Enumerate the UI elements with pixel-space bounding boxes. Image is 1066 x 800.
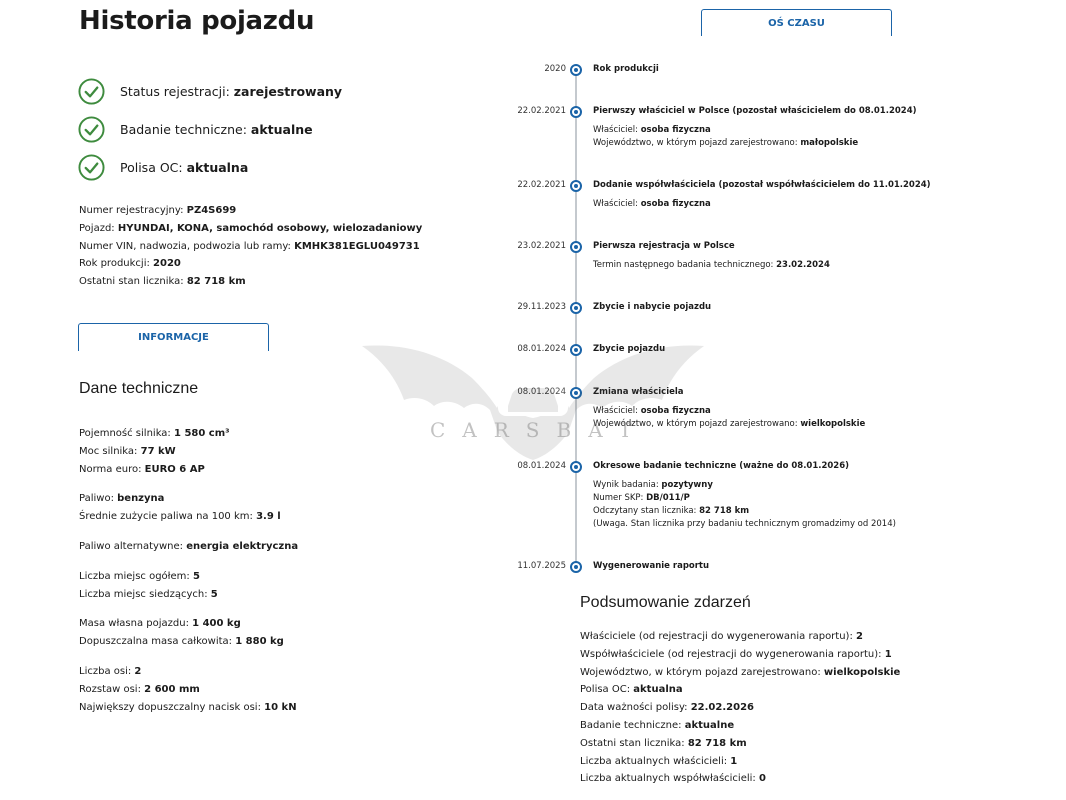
tech-value: 2 600 mm	[144, 683, 200, 695]
summary-title: Podsumowanie zdarzeń	[580, 594, 751, 611]
timeline-detail-row: Właściciel: osoba fizyczna	[593, 406, 711, 416]
check-circle-icon	[78, 154, 105, 181]
tech-value: 10 kN	[264, 701, 297, 713]
tech-label: Rozstaw osi:	[79, 683, 141, 695]
timeline-title: Zbycie pojazdu	[593, 344, 666, 354]
timeline-title: Pierwszy właściciel w Polsce (pozostał właścicielem do 08.01.2024)	[593, 106, 917, 116]
timeline-title: Pierwsza rejestracja w Polsce	[593, 241, 735, 251]
technical-title: Dane techniczne	[79, 380, 199, 397]
tech-label: Liczba osi:	[79, 665, 132, 677]
timeline-detail-row: Numer SKP: DB/011/P	[593, 493, 690, 503]
tech-group	[79, 425, 298, 478]
timeline-dot-icon	[570, 387, 582, 399]
timeline-detail-row: Właściciel: osoba fizyczna	[593, 199, 711, 209]
summary-value: 2	[856, 631, 863, 642]
summary-label: Województwo, w którym pojazd zarejestrowano:	[580, 666, 821, 678]
tech-label: Dopuszczalna masa całkowita:	[79, 636, 233, 648]
timeline-date: 11.07.2025	[517, 561, 566, 571]
summary-row	[580, 735, 900, 753]
tech-row	[79, 461, 298, 479]
status-inspection: Badanie techniczne: aktualne	[78, 110, 342, 148]
timeline-dot-icon	[570, 344, 582, 356]
timeline-dot-icon	[570, 180, 582, 192]
timeline-detail-row: Województwo, w którym pojazd zarejestrowano: małopolskie	[593, 138, 859, 148]
watermark-text: CARSBAT	[430, 418, 649, 442]
page-title: Historia pojazdu	[79, 6, 315, 36]
timeline-date: 23.02.2021	[517, 241, 566, 251]
tech-label: Średnie zużycie paliwa na 100 km:	[79, 511, 253, 523]
tech-label: Pojemność silnika:	[79, 428, 171, 439]
timeline-date: 2020	[544, 64, 566, 74]
tech-group	[79, 538, 298, 556]
summary-label: Data ważności polisy:	[580, 702, 688, 714]
summary-value: 0	[758, 773, 766, 785]
check-circle-icon	[78, 78, 105, 105]
tech-label: Liczba miejsc siedzących:	[79, 588, 208, 600]
summary-value: wielkopolskie	[823, 666, 901, 678]
summary-row	[580, 717, 900, 735]
reg-vehicle: Pojazd: HYUNDAI, KONA, samochód osobowy, wielozadaniowy	[79, 222, 423, 234]
status-label: Status rejestracji	[120, 83, 226, 99]
timeline-date: 08.01.2024	[517, 344, 566, 354]
summary-value: aktualne	[684, 719, 735, 731]
check-circle-icon	[78, 116, 105, 143]
status-label: Badanie techniczne	[120, 121, 243, 137]
tech-label: Paliwo:	[79, 493, 114, 505]
tech-group	[79, 663, 298, 716]
summary-label: Liczba aktualnych współwłaścicieli:	[580, 773, 756, 785]
reg-odometer: Ostatni stan licznika: 82 718 km	[79, 276, 246, 288]
summary-row	[580, 681, 900, 699]
summary-value: 1	[730, 755, 738, 767]
tech-row	[79, 425, 298, 443]
timeline-detail-row: Województwo, w którym pojazd zarejestrowano: wielkopolskie	[593, 419, 866, 429]
tech-row	[79, 633, 298, 651]
timeline-dot-icon	[570, 461, 582, 473]
tech-group	[79, 568, 298, 604]
tech-label: Paliwo alternatywne:	[79, 540, 183, 552]
status-insurance: Polisa OC: aktualna	[78, 148, 342, 186]
timeline-details	[593, 479, 896, 531]
tech-row	[79, 508, 298, 526]
status-value: aktualna	[186, 159, 249, 175]
summary-label: Współwłaściciele (od rejestracji do wygenerowania raportu):	[580, 648, 882, 660]
tech-group	[79, 615, 298, 651]
timeline-detail-row: Termin następnego badania technicznego: 23.02.2024	[593, 260, 830, 270]
timeline-title: Zbycie i nabycie pojazdu	[593, 302, 712, 312]
tech-row	[79, 490, 298, 508]
status-value: aktualne	[250, 121, 313, 137]
summary-label: Polisa OC:	[580, 684, 631, 696]
reg-vin: Numer VIN, nadwozia, podwozia lub ramy: KMHK381EGLU049731	[79, 240, 420, 252]
summary-row	[580, 664, 900, 682]
tech-value: 3.9 l	[256, 511, 281, 523]
timeline-dot-icon	[570, 561, 582, 573]
tech-value: 2	[134, 665, 142, 677]
timeline-date: 22.02.2021	[517, 180, 566, 190]
timeline-dot-icon	[570, 106, 582, 118]
tech-value: 1 400 kg	[192, 618, 241, 630]
timeline-details	[593, 198, 711, 211]
summary-row	[580, 753, 900, 771]
tech-label: Liczba miejsc ogółem:	[79, 570, 190, 582]
tab-informacje[interactable]: INFORMACJE	[78, 323, 269, 351]
timeline-details	[593, 405, 865, 431]
tech-row	[79, 538, 298, 556]
summary-row	[580, 770, 900, 788]
reg-year: Rok produkcji: 2020	[79, 258, 181, 270]
timeline-title: Wygenerowanie raportu	[593, 561, 710, 571]
summary-value: 22.02.2026	[690, 702, 754, 714]
tech-label: Moc silnika:	[79, 445, 138, 457]
tech-value: 1 880 kg	[235, 636, 284, 648]
timeline-date: 08.01.2024	[517, 387, 566, 397]
summary-label: Badanie techniczne:	[580, 719, 682, 731]
tech-row	[79, 586, 298, 604]
tech-label: Największy dopuszczalny nacisk osi:	[79, 701, 261, 713]
timeline-title: Rok produkcji	[593, 64, 659, 74]
timeline-dot-icon	[570, 241, 582, 253]
summary-row	[580, 628, 900, 646]
tech-value: 77 kW	[140, 445, 176, 457]
timeline-details	[593, 124, 858, 150]
technical-data	[79, 425, 298, 728]
tech-value: 5	[192, 570, 200, 582]
summary-label: Właściciele (od rejestracji do wygenerowania raportu):	[580, 631, 853, 642]
summary-list	[580, 628, 900, 788]
timeline-line	[575, 66, 577, 570]
timeline-detail-row: Właściciel: osoba fizyczna	[593, 125, 711, 135]
timeline-detail-row: Wynik badania: pozytywny	[593, 480, 713, 490]
timeline-detail-row: Odczytany stan licznika: 82 718 km	[593, 506, 750, 516]
tech-group	[79, 490, 298, 526]
tech-value: energia elektryczna	[186, 540, 299, 552]
status-label: Polisa OC	[120, 159, 179, 175]
summary-value: 82 718 km	[687, 737, 747, 749]
tech-value: benzyna	[117, 493, 165, 505]
timeline-dot-icon	[570, 302, 582, 314]
timeline-title: Dodanie współwłaściciela (pozostał współwłaścicielem do 11.01.2024)	[593, 180, 931, 190]
summary-row	[580, 646, 900, 664]
timeline-details	[593, 259, 830, 272]
tech-value: EURO 6 AP	[144, 463, 205, 475]
summary-label: Liczba aktualnych właścicieli:	[580, 755, 728, 767]
tech-row	[79, 663, 298, 681]
timeline-detail-row: (Uwaga. Stan licznika przy badaniu technicznym gromadzimy od 2014)	[593, 519, 896, 529]
status-value: zarejestrowany	[233, 83, 343, 99]
tab-os-czasu[interactable]: OŚ CZASU	[701, 9, 892, 36]
status-list	[78, 72, 342, 186]
timeline-title: Zmiana właściciela	[593, 387, 684, 397]
tech-row	[79, 699, 298, 717]
summary-value: aktualna	[633, 684, 683, 696]
bat-logo-watermark	[362, 338, 704, 460]
timeline-dot-icon	[570, 64, 582, 76]
summary-label: Ostatni stan licznika:	[580, 737, 685, 749]
tech-label: Norma euro:	[79, 463, 142, 475]
tech-row	[79, 443, 298, 461]
tech-row	[79, 681, 298, 699]
tech-label: Masa własna pojazdu:	[79, 618, 189, 630]
timeline-title: Okresowe badanie techniczne (ważne do 08.01.2026)	[593, 461, 850, 471]
tech-row	[79, 568, 298, 586]
tech-value: 5	[210, 588, 218, 600]
status-registration: Status rejestracji: zarejestrowany	[78, 72, 342, 110]
tech-row	[79, 615, 298, 633]
reg-plate: Numer rejestracyjny: PZ4S699	[79, 205, 237, 216]
registration-details	[79, 202, 422, 291]
timeline-date: 29.11.2023	[517, 302, 566, 312]
summary-row	[580, 699, 900, 717]
timeline-date: 08.01.2024	[517, 461, 566, 471]
timeline-date: 22.02.2021	[517, 106, 566, 116]
summary-value: 1	[884, 648, 892, 660]
tech-value: 1 580 cm³	[174, 428, 230, 439]
